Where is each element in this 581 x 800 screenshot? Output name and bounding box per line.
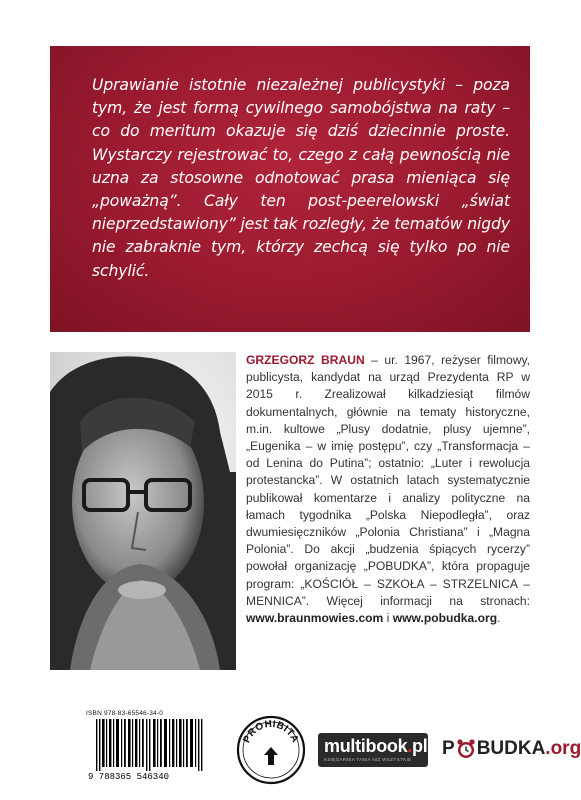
author-bio	[246, 352, 530, 627]
multibook-name: multibook	[324, 736, 408, 756]
isbn-label: ISBN 978-83-65546-34-0	[86, 710, 164, 717]
pobudka-name: BUDKA	[476, 738, 546, 759]
barcode-image	[86, 719, 218, 781]
pobudka-logo	[442, 734, 581, 764]
multibook-dot: .	[407, 736, 412, 756]
multibook-logo	[318, 733, 428, 767]
bio-joiner: i	[383, 611, 393, 626]
quote-panel	[50, 46, 530, 332]
multibook-tagline: KSIĘGARNIA TANIA NIŻ WSZYSTKIE	[324, 757, 412, 762]
pobudka-letter-p: P	[442, 738, 455, 759]
prohibita-logo	[236, 715, 306, 785]
multibook-tld: pl	[412, 736, 428, 756]
website-link-braunmowies[interactable]: www.braunmowies.com	[246, 611, 384, 626]
bio-text: – ur. 1967, reżyser filmowy, publicysta, kandydat na urząd Prezydenta RP w 2015 r. Zrealizował kilkadziesiąt filmów dokumentalnych, głównie na tematy historyczne, m.in. kultowe „Plusy dodatnie, plusy ujemne”, „Eugenika – w imię postępu”, czy „Transformacja – od Lenina do Putina”; ostatnio: „Luter i rewolucja protestancka”. W ostatnich latach systematycznie publikował komentarze i analizy polityczne na łamach tygodnika „Polska Niepodległa”, oraz dwumiesięczników „Polonia Christiana” i „Magna Polonia”. Do akcji „budzenia śpiących rycerzy” powołał organizację „POBUDKA”, która propaguje program: „KOŚCIÓŁ – SZKOŁA – STRZELNICA – MENNICA”. Więcej informacji na stronach:	[246, 353, 530, 608]
author-photo	[50, 352, 236, 670]
pobudka-org: .org	[545, 738, 581, 759]
prohibita-text: PROHIBITA	[241, 718, 301, 745]
blurb-quote: Uprawianie istotnie niezależnej publicystyki – poza tym, że jest formą cywilnego samobójstwa na raty – co do meritum okazuje się dziś dziecinnie proste. Wystarczy rejestrować to, czego z całą pewnością nie uzna za stosowne odnotować prasa mieniąca się „poważną”. Cały ten post-peerelowski „świat nieprzedstawiony” jest tak rozległy, że tematów nigdy nie zabraknie tym, którzy zechcą się tylko po nie schylić.	[92, 76, 511, 280]
website-link-pobudka[interactable]: www.pobudka.org	[392, 611, 498, 626]
alarm-clock-icon	[456, 738, 476, 760]
bio-end: .	[497, 611, 501, 626]
author-portrait-image	[50, 352, 236, 670]
isbn-barcode	[86, 710, 218, 781]
author-name: GRZEGORZ BRAUN	[246, 353, 365, 367]
barcode-digits: 9 788365 546340	[88, 772, 170, 782]
